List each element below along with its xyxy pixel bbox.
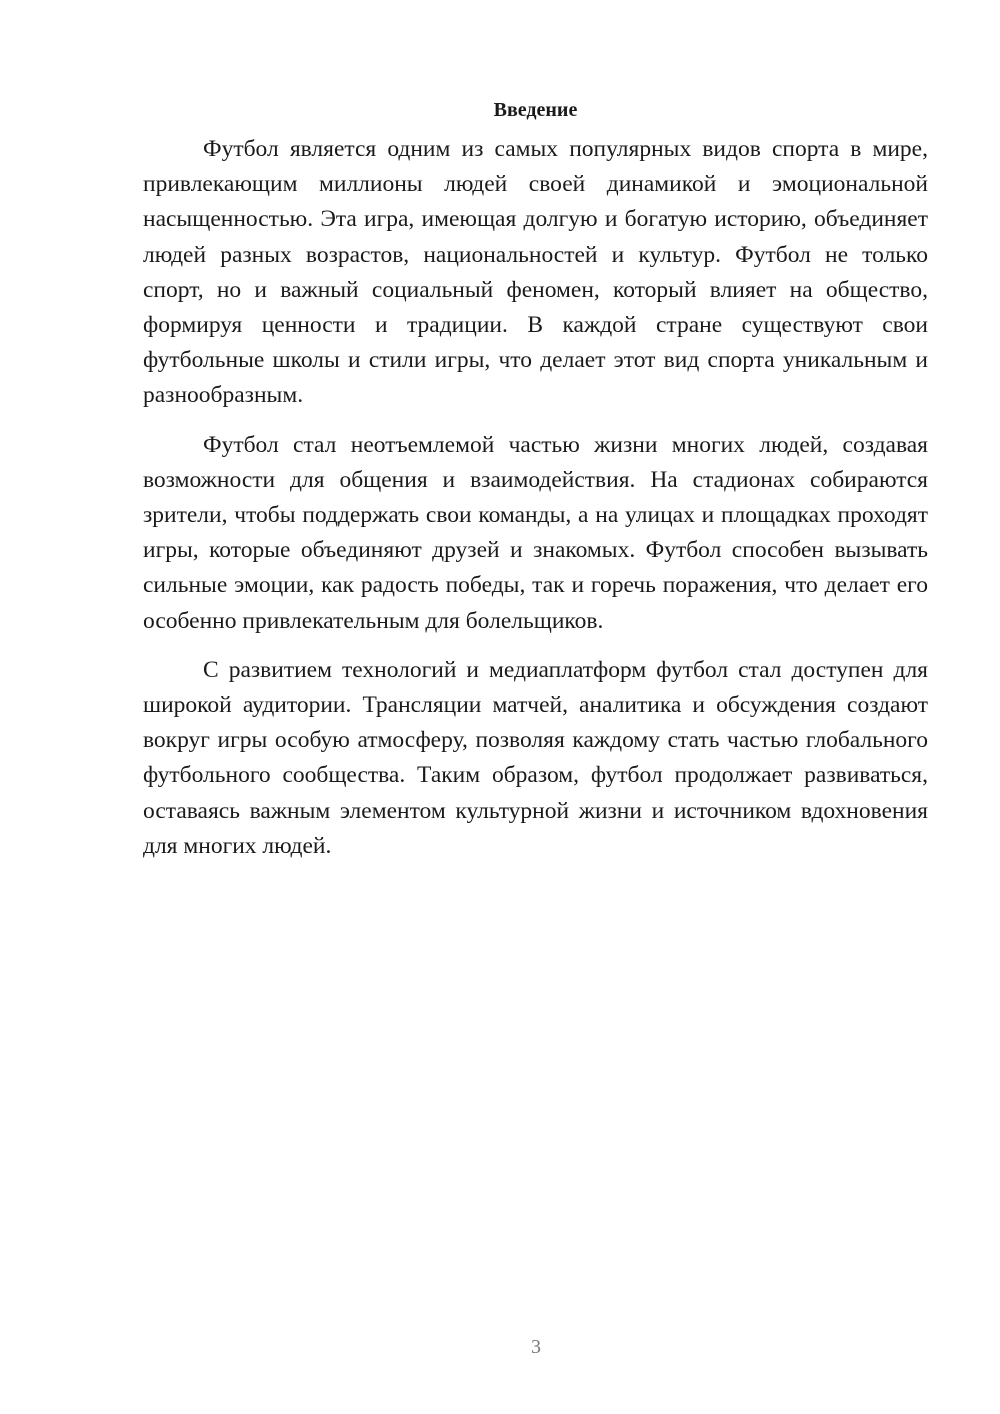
page-content	[143, 96, 928, 878]
section-title: Введение	[493, 99, 578, 121]
paragraph-2: Футбол стал неотъемлемой частью жизни многих людей, создавая возможности для общения и взаимодействия. На стадионах собираются зрители, чтобы поддержать свои команды, а на улицах и площадках проходят игры, которые объединяют друзей и знакомых. Футбол способен вызывать сильные эмоции, как радость победы, так и горечь поражения, что делает его особенно привлекательным для болельщиков.	[143, 431, 928, 634]
paragraph-3: С развитием технологий и медиаплатформ футбол стал доступен для широкой аудитории. Трансляции матчей, аналитика и обсуждения создают вокруг игры особую атмосферу, позволяя каждому стать частью глобального футбольного сообщества. Таким образом, футбол продолжает развиваться, оставаясь важным элементом культурной жизни и источником вдохновения для многих людей.	[143, 656, 928, 859]
page-number: 3	[531, 1336, 541, 1358]
paragraph-1: Футбол является одним из самых популярных видов спорта в мире, привлекающим миллионы людей своей динамикой и эмоциональной насыщенностью. Эта игра, имеющая долгую и богатую историю, объединяет людей разных возрастов, национальностей и культур. Футбол не только спорт, но и важный социальный феномен, который влияет на общество, формируя ценности и традиции. В каждой стране существуют свои футбольные школы и стили игры, что делает этот вид спорта уникальным и разнообразным.	[143, 136, 928, 409]
